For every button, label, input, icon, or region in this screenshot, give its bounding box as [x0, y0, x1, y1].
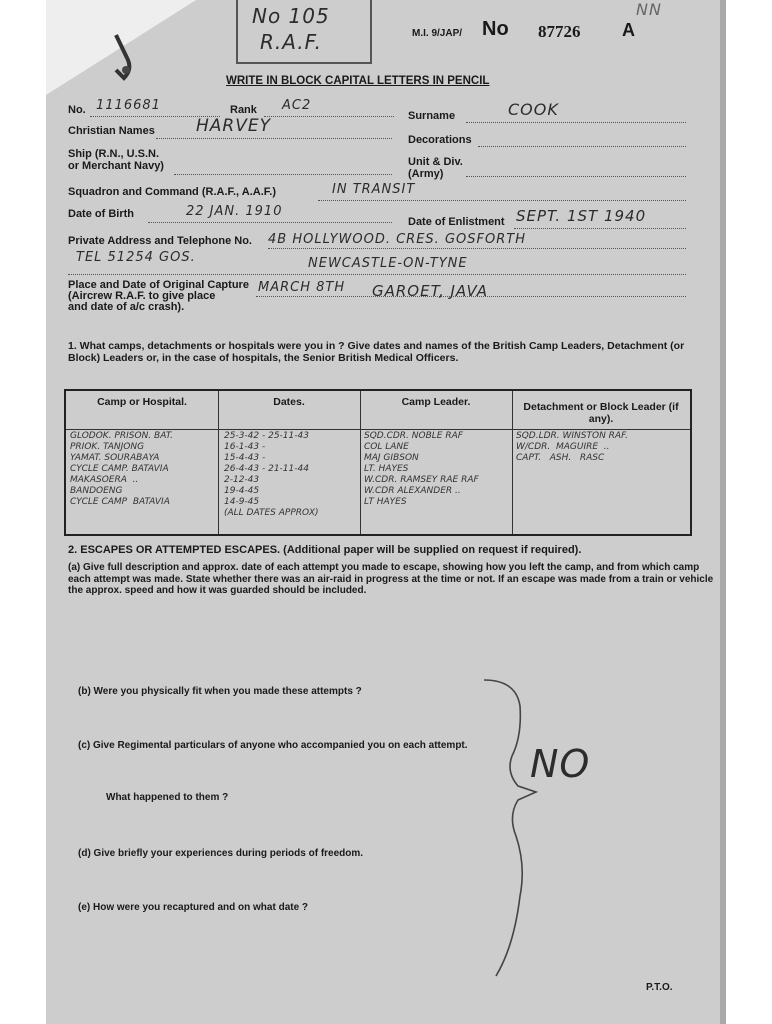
- line-christian-names: [156, 138, 392, 139]
- label-unit-line1: Unit & Div.: [408, 156, 463, 168]
- question-2c-followup: What happened to them ?: [106, 792, 229, 803]
- page-turn-note: P.T.O.: [646, 982, 673, 993]
- line-squadron: [318, 200, 686, 201]
- label-ship: [68, 148, 164, 172]
- value-enlistment: SEPT. 1ST 1940: [516, 207, 647, 225]
- question-2c: (c) Give Regimental particulars of anyone who accompanied you on each attempt.: [78, 740, 468, 751]
- serial-suffix: A: [622, 20, 635, 40]
- question-2: 2. ESCAPES OR ATTEMPTED ESCAPES. (Additional paper will be supplied on request if required).: [68, 544, 582, 556]
- header-divider: [66, 429, 690, 430]
- label-ship-line2: or Merchant Navy): [68, 160, 164, 172]
- label-unit-line2: (Army): [408, 168, 444, 180]
- value-surname: COOK: [508, 100, 559, 119]
- value-no: 1116681: [96, 98, 161, 113]
- value-capture-place: GAROET, JAVA: [372, 282, 488, 300]
- line-surname: [466, 122, 686, 123]
- form-sheet: [46, 0, 726, 1024]
- line-address-1: [268, 248, 686, 249]
- question-2d: (d) Give briefly your experiences during periods of freedom.: [78, 848, 364, 859]
- form-reference: M.I. 9/JAP/: [412, 28, 463, 39]
- value-address-tel: TEL 51254 GOS.: [76, 250, 196, 265]
- line-unit: [466, 176, 686, 177]
- question-2e: (e) How were you recaptured and on what date ?: [78, 902, 309, 913]
- question-2a: (a) Give full description and approx. date of each attempt you made to escape, showing how you left the camp, and from which camp each attempt was made. State whether there was an air-raid in progress at the time or not. If an escape was made from a train or vehicle the approx. speed and how it was guarded should be included.: [68, 562, 714, 596]
- label-no: No.: [68, 104, 86, 116]
- page-edge-shadow: [720, 0, 726, 1024]
- number-mark: No: [482, 18, 509, 40]
- brace-mark: [476, 676, 556, 986]
- line-address-2: [68, 274, 686, 275]
- value-squadron: IN TRANSIT: [332, 182, 416, 197]
- label-dob: Date of Birth: [68, 208, 134, 220]
- label-squadron: Squadron and Command (R.A.F., A.A.F.): [68, 186, 276, 198]
- value-dob: 22 JAN. 1910: [186, 204, 283, 219]
- cell-dates: 25-3-42 - 25-11-43 16-1-43 - 15-4-43 - 26-4-43 - 21-11-44 2-12-43 19-4-45 14-9-45 (ALL DATES APPROX): [224, 431, 319, 518]
- value-address-2: NEWCASTLE-ON-TYNE: [308, 256, 468, 271]
- answer-no: NO: [530, 742, 591, 786]
- serial-number: 87726: [538, 22, 581, 41]
- label-capture-line3: and date of a/c crash).: [68, 301, 185, 313]
- label-ship-line1: Ship (R.N., U.S.N.: [68, 148, 160, 160]
- col-divider: [218, 391, 219, 534]
- col-header-camp: Camp or Hospital.: [97, 396, 187, 408]
- label-capture-line2: (Aircrew R.A.F. to give place: [68, 290, 216, 302]
- cell-leaders: SQD.CDR. NOBLE RAF COL LANE MAJ GIBSON LT. HAYES W.CDR. RAMSEY RAE RAF W.CDR ALEXANDER .. LT HAYES: [364, 431, 479, 507]
- stamp-number: No 105: [252, 4, 330, 28]
- col-header-leader: Camp Leader.: [401, 396, 471, 408]
- label-unit: [408, 156, 463, 180]
- col-header-dates: Dates.: [273, 396, 305, 408]
- cell-detachment: SQD.LDR. WINSTON RAF. W/CDR. MAGUIRE .. CAPT. ASH. RASC: [516, 431, 628, 463]
- value-address-1: 4B HOLLYWOOD. CRES. GOSFORTH: [268, 232, 526, 247]
- value-rank: AC2: [282, 98, 312, 113]
- col-divider: [360, 391, 361, 534]
- label-address: Private Address and Telephone No.: [68, 235, 252, 247]
- line-dob: [148, 222, 392, 223]
- line-enlistment: [514, 228, 686, 229]
- col-header-detachment: Detachment or Block Leader (if any).: [523, 401, 679, 425]
- margin-initials: NN: [636, 0, 662, 19]
- label-capture: [68, 280, 249, 313]
- line-rank: [264, 116, 394, 117]
- label-capture-line1: Place and Date of Original Capture: [68, 279, 249, 291]
- camps-table: [64, 389, 692, 536]
- stamp-service: R.A.F.: [260, 30, 322, 54]
- line-decorations: [478, 146, 686, 147]
- question-1: 1. What camps, detachments or hospitals were you in ? Give dates and names of the British Camp Leaders, Detachment (or Block) Leaders or, in the case of hospitals, the Senior British Medical Officers.: [68, 340, 685, 364]
- raf-stamp: [236, 0, 372, 64]
- label-christian-names: Christian Names: [68, 125, 155, 137]
- line-ship: [174, 174, 392, 175]
- label-enlistment: Date of Enlistment: [408, 216, 505, 228]
- value-capture-date: MARCH 8TH: [258, 280, 346, 295]
- paper-clip-icon: [106, 30, 146, 90]
- label-surname: Surname: [408, 110, 456, 122]
- label-decorations: Decorations: [408, 134, 472, 146]
- question-2b: (b) Were you physically fit when you made these attempts ?: [78, 686, 362, 697]
- label-rank: Rank: [230, 104, 257, 116]
- form-instruction: WRITE IN BLOCK CAPITAL LETTERS IN PENCIL: [226, 75, 490, 87]
- cell-camps: GLODOK. PRISON. BAT. PRIOK. TANJONG YAMAT. SOURABAYA CYCLE CAMP. BATAVIA MAKASOERA .. BANDOENG CYCLE CAMP BATAVIA: [70, 431, 173, 507]
- value-christian-names: HARVEY: [196, 116, 271, 136]
